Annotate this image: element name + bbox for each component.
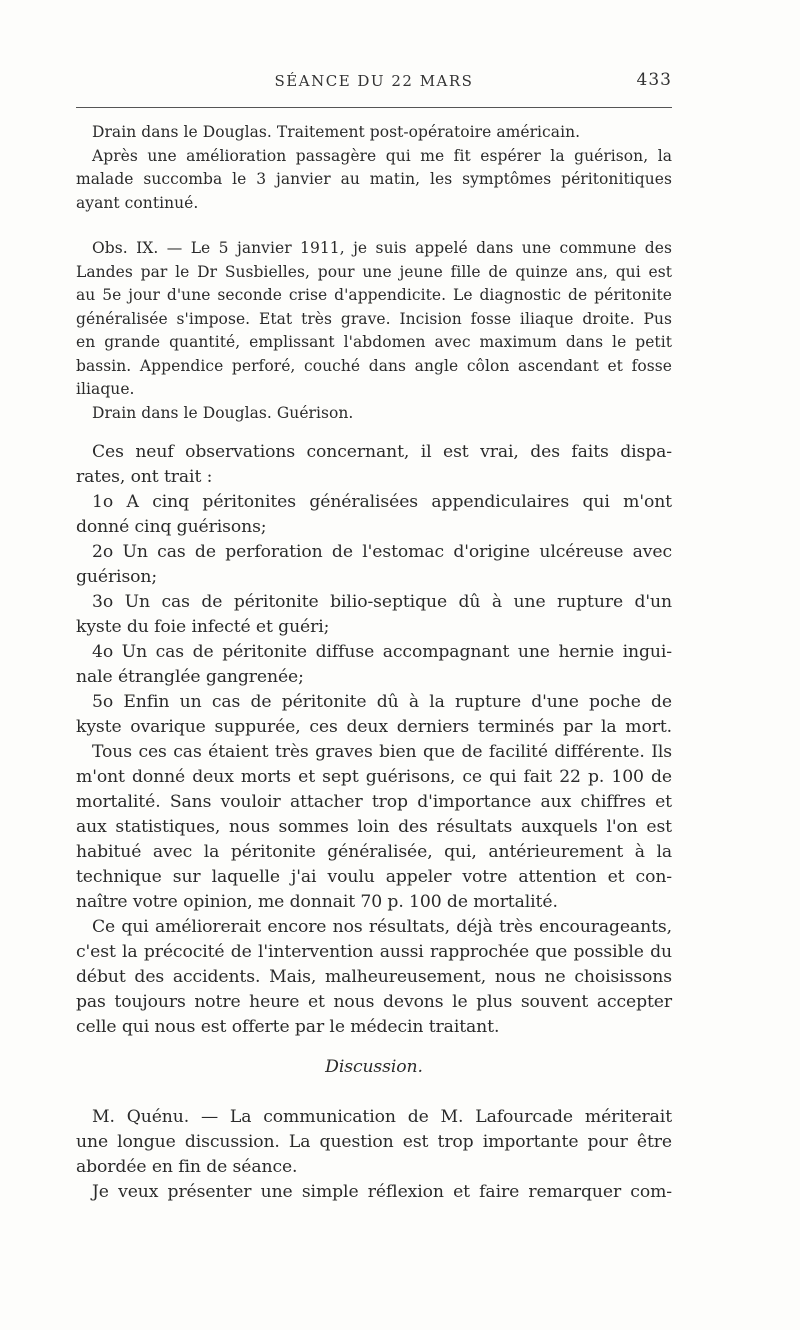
text-line: rates, ont trait : xyxy=(76,467,213,487)
text-line: bassin. Appendice perforé, couché dans angle côlon ascendant et fosse xyxy=(76,356,672,375)
text-line: 1o A cinq péritonites généralisées appendiculaires qui m'ont xyxy=(92,492,672,512)
text-line: ayant continué. xyxy=(76,193,199,212)
text-line: Après une amélioration passagère qui me fit espérer la guérison, la xyxy=(92,146,672,165)
page-number: 433 xyxy=(636,70,672,90)
observation-9 xyxy=(76,237,672,425)
text-line: iliaque. xyxy=(76,380,135,398)
running-title: SÉANCE DU 22 MARS xyxy=(274,72,474,90)
text-line: Landes par le Dr Susbielles, pour une jeune fille de quinze ans, qui est xyxy=(76,262,672,281)
text-line: pas toujours notre heure et nous devons le plus souvent accepter xyxy=(76,992,672,1012)
text-line: aux statistiques, nous sommes loin des résultats auxquels l'on est xyxy=(76,817,672,837)
text-line: m'ont donné deux morts et sept guérisons, ce qui fait 22 p. 100 de xyxy=(76,767,672,787)
text-line: 4o Un cas de péritonite diffuse accompagnant une hernie ingui- xyxy=(92,642,672,662)
text-line: Tous ces cas étaient très graves bien que de facilité différente. Ils xyxy=(92,742,672,762)
text-line: donné cinq guérisons; xyxy=(76,517,267,537)
text-line: guérison; xyxy=(76,567,158,587)
text-line: Drain dans le Douglas. Traitement post-opératoire américain. xyxy=(92,123,581,141)
discussion-heading: Discussion. xyxy=(325,1057,423,1077)
text-line: 5o Enfin un cas de péritonite dû à la rupture d'une poche de xyxy=(92,692,672,712)
text-line: technique sur laquelle j'ai voulu appeler votre attention et con- xyxy=(76,867,672,887)
text-line: 2o Un cas de perforation de l'estomac d'origine ulcéreuse avec xyxy=(92,542,672,562)
text-line: début des accidents. Mais, malheureusement, nous ne choisissons xyxy=(76,967,672,987)
text-line: Je veux présenter une simple réflexion et faire remarquer com- xyxy=(92,1182,672,1202)
text-line: kyste du foie infecté et guéri; xyxy=(76,617,330,637)
discussion-section xyxy=(76,1105,672,1205)
text-line: abordée en fin de séance. xyxy=(76,1157,298,1177)
text-line: habitué avec la péritonite généralisée, qui, antérieurement à la xyxy=(76,842,672,862)
text-line: généralisée s'impose. Etat très grave. Incision fosse iliaque droite. Pus xyxy=(76,309,672,328)
running-header xyxy=(76,72,672,98)
text-line: Ce qui améliorerait encore nos résultats, déjà très encourageants, xyxy=(92,917,672,937)
text-line: Ces neuf observations concernant, il est vrai, des faits dispa- xyxy=(92,442,672,462)
text-line: une longue discussion. La question est trop importante pour être xyxy=(76,1132,672,1152)
text-line: nale étranglée gangrenée; xyxy=(76,667,304,687)
text-line: M. Quénu. — La communication de M. Lafourcade mériterait xyxy=(92,1107,672,1127)
discussion-heading-block xyxy=(76,1055,672,1080)
text-line: celle qui nous est offerte par le médecin traitant. xyxy=(76,1017,500,1037)
text-line: kyste ovarique suppurée, ces deux derniers terminés par la mort. xyxy=(76,717,672,737)
text-line: Drain dans le Douglas. Guérison. xyxy=(92,403,354,422)
text-line: en grande quantité, emplissant l'abdomen avec maximum dans le petit xyxy=(76,333,672,351)
header-rule xyxy=(76,107,672,108)
text-line: mortalité. Sans vouloir attacher trop d'importance aux chiffres et xyxy=(76,792,672,812)
observation-8-tail xyxy=(76,121,672,215)
text-line: naître votre opinion, me donnait 70 p. 100 de mortalité. xyxy=(76,892,558,912)
text-line: 3o Un cas de péritonite bilio-septique dû à une rupture d'un xyxy=(92,592,672,612)
text-line: malade succomba le 3 janvier au matin, les symptômes péritonitiques xyxy=(76,170,672,188)
conclusion-section xyxy=(76,440,672,1040)
text-line: Obs. IX. — Le 5 janvier 1911, je suis appelé dans une commune des xyxy=(92,239,672,257)
text-line: c'est la précocité de l'intervention aussi rapprochée que possible du xyxy=(76,942,672,962)
text-line: au 5e jour d'une seconde crise d'appendicite. Le diagnostic de péritonite xyxy=(76,286,672,304)
